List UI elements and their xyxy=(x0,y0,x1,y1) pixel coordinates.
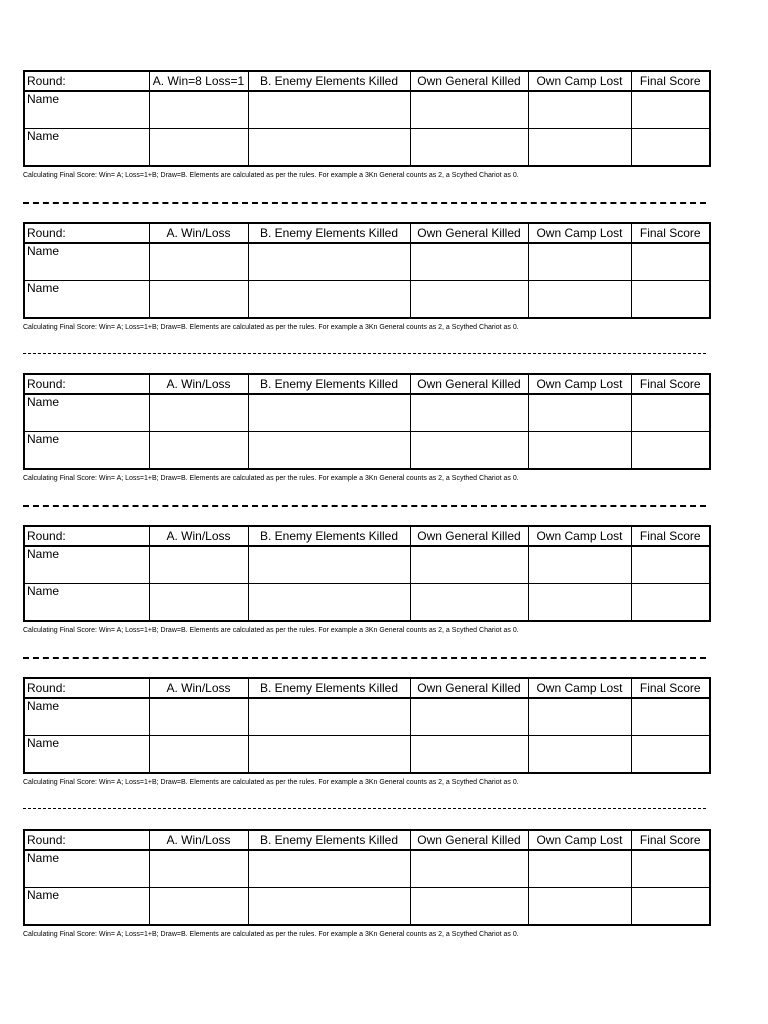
score-entry-cell[interactable] xyxy=(631,888,710,926)
score-entry-cell[interactable] xyxy=(410,394,528,432)
score-block xyxy=(23,373,709,483)
header-row xyxy=(24,71,710,91)
column-header: Final Score xyxy=(631,526,710,546)
score-entry-cell[interactable] xyxy=(248,584,410,622)
column-header: B. Enemy Elements Killed xyxy=(248,526,410,546)
score-entry-cell[interactable] xyxy=(248,432,410,470)
player-row xyxy=(24,394,710,432)
column-header: Final Score xyxy=(631,223,710,243)
score-entry-cell[interactable] xyxy=(149,736,248,774)
score-entry-cell[interactable] xyxy=(528,91,631,129)
score-entry-cell[interactable] xyxy=(410,850,528,888)
player-row xyxy=(24,850,710,888)
score-entry-cell[interactable] xyxy=(149,432,248,470)
score-entry-cell[interactable] xyxy=(149,243,248,281)
column-header: Own Camp Lost xyxy=(528,526,631,546)
score-entry-cell[interactable] xyxy=(248,243,410,281)
score-entry-cell[interactable] xyxy=(410,432,528,470)
player-name-cell[interactable]: Name xyxy=(24,243,149,281)
cut-line xyxy=(23,657,706,659)
column-header: Own Camp Lost xyxy=(528,71,631,91)
score-table xyxy=(23,70,711,167)
scoring-note: Calculating Final Score: Win= A; Loss=1+B; Draw=B. Elements are calculated as per the rules. For example a 3Kn General counts as 2, a Scythed Chariot as 0. xyxy=(23,172,519,179)
score-entry-cell[interactable] xyxy=(631,91,710,129)
score-entry-cell[interactable] xyxy=(410,129,528,167)
scoring-note: Calculating Final Score: Win= A; Loss=1+B; Draw=B. Elements are calculated as per the rules. For example a 3Kn General counts as 2, a Scythed Chariot as 0. xyxy=(23,627,519,634)
column-header: Own General Killed xyxy=(410,526,528,546)
score-entry-cell[interactable] xyxy=(410,91,528,129)
score-entry-cell[interactable] xyxy=(410,736,528,774)
scoring-note: Calculating Final Score: Win= A; Loss=1+B; Draw=B. Elements are calculated as per the rules. For example a 3Kn General counts as 2, a Scythed Chariot as 0. xyxy=(23,931,519,938)
cut-line xyxy=(23,353,706,354)
score-entry-cell[interactable] xyxy=(149,281,248,319)
score-entry-cell[interactable] xyxy=(410,281,528,319)
player-row xyxy=(24,432,710,470)
column-header: Own General Killed xyxy=(410,374,528,394)
scoring-note: Calculating Final Score: Win= A; Loss=1+B; Draw=B. Elements are calculated as per the rules. For example a 3Kn General counts as 2, a Scythed Chariot as 0. xyxy=(23,324,519,331)
score-entry-cell[interactable] xyxy=(248,850,410,888)
player-name-cell[interactable]: Name xyxy=(24,850,149,888)
score-entry-cell[interactable] xyxy=(528,129,631,167)
round-label: Round: xyxy=(24,71,149,91)
score-entry-cell[interactable] xyxy=(248,546,410,584)
column-header: Own Camp Lost xyxy=(528,678,631,698)
round-label: Round: xyxy=(24,678,149,698)
player-row xyxy=(24,91,710,129)
score-table xyxy=(23,222,711,319)
scoring-note: Calculating Final Score: Win= A; Loss=1+B; Draw=B. Elements are calculated as per the rules. For example a 3Kn General counts as 2, a Scythed Chariot as 0. xyxy=(23,779,519,786)
score-entry-cell[interactable] xyxy=(410,698,528,736)
column-header: A. Win/Loss xyxy=(149,830,248,850)
score-entry-cell[interactable] xyxy=(149,850,248,888)
column-header: B. Enemy Elements Killed xyxy=(248,374,410,394)
score-entry-cell[interactable] xyxy=(631,432,710,470)
player-row xyxy=(24,243,710,281)
score-table xyxy=(23,829,711,926)
score-entry-cell[interactable] xyxy=(528,546,631,584)
cut-line xyxy=(23,505,706,507)
score-entry-cell[interactable] xyxy=(528,432,631,470)
score-entry-cell[interactable] xyxy=(528,281,631,319)
score-entry-cell[interactable] xyxy=(631,850,710,888)
score-entry-cell[interactable] xyxy=(149,129,248,167)
column-header: A. Win/Loss xyxy=(149,374,248,394)
round-label: Round: xyxy=(24,374,149,394)
score-block xyxy=(23,222,709,332)
score-table xyxy=(23,525,711,622)
score-entry-cell[interactable] xyxy=(248,281,410,319)
score-entry-cell[interactable] xyxy=(528,584,631,622)
score-entry-cell[interactable] xyxy=(631,736,710,774)
score-entry-cell[interactable] xyxy=(631,394,710,432)
score-entry-cell[interactable] xyxy=(631,546,710,584)
player-row xyxy=(24,129,710,167)
header-row xyxy=(24,223,710,243)
column-header: Own General Killed xyxy=(410,223,528,243)
player-name-cell[interactable]: Name xyxy=(24,394,149,432)
player-name-cell[interactable]: Name xyxy=(24,432,149,470)
player-name-cell[interactable]: Name xyxy=(24,91,149,129)
score-entry-cell[interactable] xyxy=(149,91,248,129)
score-entry-cell[interactable] xyxy=(248,394,410,432)
score-block xyxy=(23,829,709,939)
score-entry-cell[interactable] xyxy=(631,129,710,167)
score-entry-cell[interactable] xyxy=(631,243,710,281)
player-row xyxy=(24,546,710,584)
column-header: Final Score xyxy=(631,830,710,850)
header-row xyxy=(24,526,710,546)
score-entry-cell[interactable] xyxy=(528,698,631,736)
score-entry-cell[interactable] xyxy=(410,584,528,622)
column-header: Final Score xyxy=(631,678,710,698)
score-entry-cell[interactable] xyxy=(528,736,631,774)
player-row xyxy=(24,888,710,926)
column-header: Own General Killed xyxy=(410,678,528,698)
round-label: Round: xyxy=(24,526,149,546)
score-entry-cell[interactable] xyxy=(410,546,528,584)
column-header: B. Enemy Elements Killed xyxy=(248,678,410,698)
column-header: Own Camp Lost xyxy=(528,374,631,394)
column-header: B. Enemy Elements Killed xyxy=(248,830,410,850)
score-table xyxy=(23,373,711,470)
score-entry-cell[interactable] xyxy=(410,888,528,926)
scoring-note: Calculating Final Score: Win= A; Loss=1+B; Draw=B. Elements are calculated as per the rules. For example a 3Kn General counts as 2, a Scythed Chariot as 0. xyxy=(23,475,519,482)
player-name-cell[interactable]: Name xyxy=(24,546,149,584)
column-header: B. Enemy Elements Killed xyxy=(248,71,410,91)
cut-line xyxy=(23,808,706,809)
score-entry-cell[interactable] xyxy=(149,698,248,736)
column-header: A. Win=8 Loss=1 xyxy=(149,71,248,91)
score-entry-cell[interactable] xyxy=(149,546,248,584)
column-header: A. Win/Loss xyxy=(149,678,248,698)
column-header: A. Win/Loss xyxy=(149,223,248,243)
player-row xyxy=(24,736,710,774)
score-entry-cell[interactable] xyxy=(248,888,410,926)
player-name-cell[interactable]: Name xyxy=(24,698,149,736)
header-row xyxy=(24,830,710,850)
score-table xyxy=(23,677,711,774)
header-row xyxy=(24,374,710,394)
score-block xyxy=(23,70,709,180)
score-entry-cell[interactable] xyxy=(631,698,710,736)
column-header: B. Enemy Elements Killed xyxy=(248,223,410,243)
score-entry-cell[interactable] xyxy=(631,584,710,622)
score-entry-cell[interactable] xyxy=(631,281,710,319)
score-entry-cell[interactable] xyxy=(248,91,410,129)
score-block xyxy=(23,677,709,787)
score-entry-cell[interactable] xyxy=(410,243,528,281)
cut-line xyxy=(23,202,706,204)
header-row xyxy=(24,678,710,698)
score-entry-cell[interactable] xyxy=(528,394,631,432)
column-header: Own Camp Lost xyxy=(528,830,631,850)
column-header: Own Camp Lost xyxy=(528,223,631,243)
score-block xyxy=(23,525,709,635)
player-row xyxy=(24,281,710,319)
player-name-cell[interactable]: Name xyxy=(24,736,149,774)
player-row xyxy=(24,698,710,736)
score-entry-cell[interactable] xyxy=(528,850,631,888)
score-entry-cell[interactable] xyxy=(248,129,410,167)
player-name-cell[interactable]: Name xyxy=(24,584,149,622)
player-row xyxy=(24,584,710,622)
round-label: Round: xyxy=(24,830,149,850)
round-label: Round: xyxy=(24,223,149,243)
score-entry-cell[interactable] xyxy=(149,394,248,432)
player-name-cell[interactable]: Name xyxy=(24,888,149,926)
score-entry-cell[interactable] xyxy=(149,888,248,926)
score-entry-cell[interactable] xyxy=(528,888,631,926)
player-name-cell[interactable]: Name xyxy=(24,281,149,319)
column-header: Own General Killed xyxy=(410,830,528,850)
score-entry-cell[interactable] xyxy=(528,243,631,281)
score-entry-cell[interactable] xyxy=(248,736,410,774)
column-header: Final Score xyxy=(631,374,710,394)
column-header: Own General Killed xyxy=(410,71,528,91)
score-entry-cell[interactable] xyxy=(248,698,410,736)
player-name-cell[interactable]: Name xyxy=(24,129,149,167)
score-entry-cell[interactable] xyxy=(149,584,248,622)
column-header: A. Win/Loss xyxy=(149,526,248,546)
column-header: Final Score xyxy=(631,71,710,91)
